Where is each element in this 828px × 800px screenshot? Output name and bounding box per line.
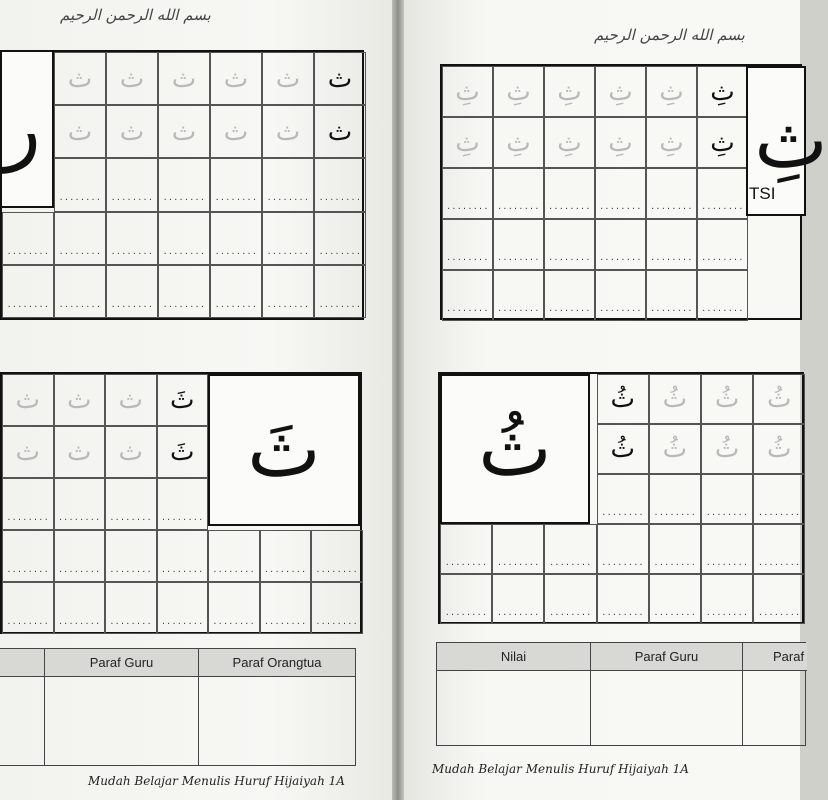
tracing-letter: ثَ bbox=[170, 385, 195, 415]
tracing-letter: ثُ bbox=[610, 434, 635, 464]
writing-cell[interactable] bbox=[157, 478, 209, 530]
writing-cell[interactable] bbox=[649, 474, 701, 524]
writing-cell[interactable] bbox=[697, 168, 748, 219]
tracing-letter-cell bbox=[54, 374, 106, 426]
writing-cell[interactable] bbox=[753, 524, 805, 574]
writing-guide-dots: ........ bbox=[266, 246, 310, 256]
tracing-letter-cell bbox=[210, 105, 262, 158]
table-header bbox=[0, 649, 45, 677]
writing-cell[interactable] bbox=[544, 168, 595, 219]
writing-guide-dots: ........ bbox=[548, 202, 591, 211]
writing-guide-dots: ........ bbox=[162, 246, 206, 256]
writing-guide-dots: ........ bbox=[549, 607, 592, 617]
tracing-letter: ثِ bbox=[455, 127, 480, 158]
writing-cell[interactable] bbox=[493, 270, 544, 321]
writing-guide-dots: ........ bbox=[601, 507, 644, 517]
tracing-letter-cell bbox=[649, 374, 701, 424]
writing-cell[interactable] bbox=[157, 582, 209, 634]
writing-guide-dots: ........ bbox=[109, 616, 153, 626]
writing-cell[interactable] bbox=[701, 524, 753, 574]
writing-cell[interactable] bbox=[701, 474, 753, 524]
writing-cell[interactable] bbox=[442, 219, 493, 270]
writing-guide-dots: ........ bbox=[318, 246, 362, 256]
tracing-letter: ث bbox=[171, 116, 197, 147]
tracing-letter: ثِ bbox=[659, 76, 684, 107]
table-header-nilai: Nilai bbox=[437, 643, 591, 671]
writing-cell[interactable] bbox=[649, 574, 701, 624]
writing-cell[interactable] bbox=[701, 574, 753, 624]
big-letter-box bbox=[440, 374, 590, 524]
tracing-letter: ثُ bbox=[610, 384, 635, 414]
writing-cell[interactable] bbox=[646, 219, 697, 270]
tracing-letter: ث bbox=[67, 385, 92, 415]
writing-guide-dots: ........ bbox=[214, 246, 258, 256]
writing-cell[interactable] bbox=[105, 530, 157, 582]
writing-guide-dots: ........ bbox=[497, 304, 540, 313]
tracing-letter: ث bbox=[275, 63, 301, 94]
writing-cell[interactable] bbox=[595, 270, 646, 321]
writing-guide-dots: ........ bbox=[653, 507, 697, 517]
tracing-letter-cell bbox=[158, 52, 210, 105]
writing-cell[interactable] bbox=[314, 265, 366, 318]
tracing-letter: ثِ bbox=[455, 76, 480, 107]
writing-guide-dots: ........ bbox=[6, 512, 50, 522]
tracing-letter-cell bbox=[595, 66, 646, 117]
writing-cell[interactable] bbox=[262, 158, 314, 211]
table-header-paraf: Paraf bbox=[743, 643, 807, 671]
big-letter: ر bbox=[3, 84, 41, 174]
writing-cell[interactable] bbox=[753, 574, 805, 624]
writing-guide-dots: ........ bbox=[705, 607, 749, 617]
writing-guide-dots: ........ bbox=[705, 507, 749, 517]
writing-guide-dots: ........ bbox=[212, 564, 256, 574]
writing-guide-dots: ........ bbox=[701, 304, 744, 313]
tracing-letter: ثُ bbox=[714, 434, 740, 464]
writing-guide-dots: ........ bbox=[315, 616, 359, 626]
writing-cell[interactable] bbox=[208, 582, 260, 634]
table-cell[interactable] bbox=[591, 671, 743, 745]
writing-cell[interactable] bbox=[440, 574, 492, 624]
bismillah-heading: بسم الله الرحمن الرحيم bbox=[60, 6, 211, 24]
tracing-letter-cell bbox=[314, 52, 366, 105]
writing-guide-dots: ........ bbox=[214, 299, 258, 309]
writing-cell[interactable] bbox=[595, 168, 646, 219]
tracing-letter-cell bbox=[2, 374, 54, 426]
writing-guide-dots: ........ bbox=[162, 193, 206, 203]
tracing-letter: ث bbox=[171, 63, 197, 94]
writing-guide-dots: ........ bbox=[263, 616, 307, 626]
bismillah-heading: بسم الله الرحمن الرحيم bbox=[594, 26, 745, 44]
writing-cell[interactable] bbox=[106, 158, 158, 211]
tracing-letter-cell bbox=[697, 66, 748, 117]
writing-guide-dots: ........ bbox=[653, 607, 697, 617]
tracing-letter: ثِ bbox=[557, 76, 582, 107]
tracing-letter-cell bbox=[2, 426, 54, 478]
tracing-letter: ثُ bbox=[767, 384, 792, 414]
writing-cell[interactable] bbox=[54, 265, 106, 318]
writing-guide-dots: ........ bbox=[263, 564, 307, 574]
writing-guide-dots: ........ bbox=[57, 564, 101, 574]
writing-cell[interactable] bbox=[2, 265, 54, 318]
writing-guide-dots: ........ bbox=[160, 512, 204, 522]
writing-guide-dots: ........ bbox=[548, 304, 591, 313]
tracing-letter: ثِ bbox=[608, 76, 633, 107]
writing-guide-dots: ........ bbox=[110, 193, 154, 203]
writing-guide-dots: ........ bbox=[110, 299, 154, 309]
table-cell[interactable] bbox=[437, 671, 591, 745]
writing-guide-dots: ........ bbox=[705, 557, 749, 567]
tracing-letter: ثِ bbox=[710, 127, 735, 158]
writing-guide-dots: ........ bbox=[110, 246, 154, 256]
tracing-letter-cell bbox=[753, 424, 805, 474]
writing-cell[interactable] bbox=[105, 478, 157, 530]
tracing-letter-cell bbox=[595, 117, 646, 168]
writing-guide-dots: ........ bbox=[318, 299, 362, 309]
tracing-letter-cell bbox=[158, 105, 210, 158]
writing-guide-dots: ........ bbox=[701, 253, 744, 262]
tracing-letter-cell bbox=[697, 117, 748, 168]
writing-cell[interactable] bbox=[697, 270, 748, 321]
tracing-letter-cell bbox=[597, 374, 649, 424]
big-letter: ثُ bbox=[478, 404, 552, 494]
writing-cell[interactable] bbox=[753, 474, 805, 524]
tracing-letter-cell bbox=[314, 105, 366, 158]
tracing-letter: ث bbox=[223, 63, 249, 94]
writing-cell[interactable] bbox=[210, 265, 262, 318]
tracing-letter-cell bbox=[157, 426, 209, 478]
writing-cell[interactable] bbox=[260, 582, 312, 634]
writing-guide-dots: ........ bbox=[214, 193, 258, 203]
transliteration-label: TSI bbox=[749, 184, 776, 203]
writing-cell[interactable] bbox=[158, 265, 210, 318]
writing-cell[interactable] bbox=[544, 219, 595, 270]
tracing-letter-cell bbox=[442, 66, 493, 117]
writing-cell[interactable] bbox=[311, 582, 363, 634]
tracing-letter: ثُ bbox=[767, 434, 792, 464]
tracing-letter: ث bbox=[327, 116, 353, 147]
writing-guide-dots: ........ bbox=[318, 193, 362, 203]
right-page bbox=[404, 0, 828, 800]
assessment-table bbox=[0, 648, 356, 766]
writing-cell[interactable] bbox=[492, 574, 544, 624]
writing-cell[interactable] bbox=[646, 168, 697, 219]
tracing-letter-cell bbox=[262, 52, 314, 105]
tracing-letter: ثِ bbox=[608, 127, 633, 158]
writing-cell[interactable] bbox=[260, 530, 312, 582]
writing-guide-dots: ........ bbox=[758, 507, 801, 517]
writing-cell[interactable] bbox=[54, 212, 106, 265]
writing-cell[interactable] bbox=[208, 530, 260, 582]
tracing-letter: ثِ bbox=[710, 76, 735, 107]
writing-guide-dots: ........ bbox=[58, 246, 102, 256]
tracing-letter-cell bbox=[157, 374, 209, 426]
tracing-letter-cell bbox=[701, 424, 753, 474]
writing-cell[interactable] bbox=[105, 582, 157, 634]
writing-guide-dots: ........ bbox=[162, 299, 206, 309]
tracing-letter-cell bbox=[106, 105, 158, 158]
tracing-letter-cell bbox=[493, 66, 544, 117]
book-gutter bbox=[392, 0, 404, 800]
writing-cell[interactable] bbox=[54, 478, 106, 530]
writing-cell[interactable] bbox=[544, 524, 596, 574]
writing-cell[interactable] bbox=[54, 582, 106, 634]
writing-cell[interactable] bbox=[2, 212, 54, 265]
writing-cell[interactable] bbox=[493, 168, 544, 219]
writing-cell[interactable] bbox=[2, 582, 54, 634]
big-letter-box bbox=[208, 374, 360, 526]
writing-guide-dots: ........ bbox=[6, 246, 50, 256]
tracing-letter-cell bbox=[597, 424, 649, 474]
writing-cell[interactable] bbox=[210, 212, 262, 265]
tracing-letter: ثُ bbox=[662, 384, 688, 414]
writing-cell[interactable] bbox=[54, 530, 106, 582]
writing-cell[interactable] bbox=[646, 270, 697, 321]
tracing-letter: ث bbox=[119, 63, 145, 94]
writing-guide-dots: ........ bbox=[109, 512, 153, 522]
writing-cell[interactable] bbox=[262, 265, 314, 318]
writing-guide-dots: ........ bbox=[444, 557, 488, 567]
writing-cell[interactable] bbox=[492, 524, 544, 574]
writing-guide-dots: ........ bbox=[650, 253, 693, 262]
writing-cell[interactable] bbox=[2, 530, 54, 582]
writing-cell[interactable] bbox=[262, 212, 314, 265]
writing-cell[interactable] bbox=[158, 158, 210, 211]
writing-guide-dots: ........ bbox=[653, 557, 697, 567]
writing-guide-dots: ........ bbox=[444, 607, 488, 617]
tracing-letter: ث bbox=[67, 437, 92, 467]
writing-guide-dots: ........ bbox=[58, 193, 102, 203]
big-letter: ثِ bbox=[754, 96, 828, 186]
tracing-letter-cell bbox=[646, 66, 697, 117]
writing-cell[interactable] bbox=[597, 474, 649, 524]
writing-cell[interactable] bbox=[697, 219, 748, 270]
practice-grid-top bbox=[0, 50, 364, 320]
tracing-letter: ث bbox=[15, 385, 40, 415]
writing-guide-dots: ........ bbox=[599, 202, 642, 211]
tracing-letter-cell bbox=[646, 117, 697, 168]
tracing-letter: ثُ bbox=[714, 384, 740, 414]
writing-guide-dots: ........ bbox=[601, 557, 644, 567]
tracing-letter: ث bbox=[327, 63, 353, 94]
writing-cell[interactable] bbox=[158, 212, 210, 265]
writing-guide-dots: ........ bbox=[497, 253, 540, 262]
tracing-letter: ثِ bbox=[506, 76, 531, 107]
writing-cell[interactable] bbox=[106, 265, 158, 318]
writing-guide-dots: ........ bbox=[160, 564, 204, 574]
writing-guide-dots: ........ bbox=[57, 616, 101, 626]
writing-guide-dots: ........ bbox=[758, 607, 801, 617]
tracing-letter: ث bbox=[223, 116, 249, 147]
writing-cell[interactable] bbox=[210, 158, 262, 211]
writing-guide-dots: ........ bbox=[446, 304, 489, 313]
tracing-letter-cell bbox=[210, 52, 262, 105]
tracing-letter-cell bbox=[105, 374, 157, 426]
tracing-letter: ث bbox=[119, 116, 145, 147]
writing-cell[interactable] bbox=[314, 158, 366, 211]
tracing-letter: ثَ bbox=[170, 437, 195, 467]
table-cell[interactable] bbox=[0, 677, 45, 765]
writing-guide-dots: ........ bbox=[6, 564, 50, 574]
writing-guide-dots: ........ bbox=[599, 253, 642, 262]
writing-guide-dots: ........ bbox=[160, 616, 204, 626]
tracing-letter-cell bbox=[753, 374, 805, 424]
writing-guide-dots: ........ bbox=[58, 299, 102, 309]
writing-guide-dots: ........ bbox=[212, 616, 256, 626]
table-header-paraf-guru: Paraf Guru bbox=[45, 649, 199, 677]
writing-guide-dots: ........ bbox=[650, 202, 693, 211]
writing-cell[interactable] bbox=[544, 270, 595, 321]
writing-guide-dots: ........ bbox=[57, 512, 101, 522]
footer-title: Mudah Belajar Menulis Huruf Hijaiyah 1A bbox=[432, 762, 689, 776]
writing-guide-dots: ........ bbox=[497, 557, 540, 567]
tracing-letter: ث bbox=[67, 63, 93, 94]
writing-cell[interactable] bbox=[311, 530, 363, 582]
writing-guide-dots: ........ bbox=[701, 202, 744, 211]
writing-cell[interactable] bbox=[440, 524, 492, 574]
writing-guide-dots: ........ bbox=[446, 202, 489, 211]
writing-guide-dots: ........ bbox=[6, 299, 50, 309]
assessment-table bbox=[436, 642, 806, 746]
writing-guide-dots: ........ bbox=[548, 253, 591, 262]
writing-guide-dots: ........ bbox=[650, 304, 693, 313]
writing-guide-dots: ........ bbox=[446, 253, 489, 262]
writing-guide-dots: ........ bbox=[758, 557, 801, 567]
writing-guide-dots: ........ bbox=[266, 299, 310, 309]
writing-cell[interactable] bbox=[106, 212, 158, 265]
left-page bbox=[0, 0, 392, 800]
writing-cell[interactable] bbox=[442, 270, 493, 321]
tracing-letter: ثِ bbox=[659, 127, 684, 158]
writing-guide-dots: ........ bbox=[315, 564, 359, 574]
tracing-letter-cell bbox=[493, 117, 544, 168]
tracing-letter-cell bbox=[106, 52, 158, 105]
writing-cell[interactable] bbox=[54, 158, 106, 211]
writing-cell[interactable] bbox=[2, 478, 54, 530]
writing-guide-dots: ........ bbox=[549, 557, 592, 567]
tracing-letter-cell bbox=[54, 426, 106, 478]
writing-cell[interactable] bbox=[595, 219, 646, 270]
table-cell[interactable] bbox=[45, 677, 199, 765]
tracing-letter-cell bbox=[649, 424, 701, 474]
writing-guide-dots: ........ bbox=[599, 304, 642, 313]
writing-cell[interactable] bbox=[544, 574, 596, 624]
footer-title: Mudah Belajar Menulis Huruf Hijaiyah 1A bbox=[88, 774, 345, 788]
tracing-letter-cell bbox=[54, 52, 106, 105]
tracing-letter-cell bbox=[544, 117, 595, 168]
tracing-letter-cell bbox=[54, 105, 106, 158]
tracing-letter: ثُ bbox=[662, 434, 688, 464]
writing-guide-dots: ........ bbox=[497, 607, 540, 617]
writing-guide-dots: ........ bbox=[266, 193, 310, 203]
tracing-letter-cell bbox=[701, 374, 753, 424]
writing-guide-dots: ........ bbox=[6, 616, 50, 626]
writing-cell[interactable] bbox=[597, 574, 649, 624]
writing-guide-dots: ........ bbox=[109, 564, 153, 574]
tracing-letter-cell bbox=[262, 105, 314, 158]
tracing-letter: ثِ bbox=[506, 127, 531, 158]
big-letter: ثَ bbox=[247, 405, 321, 495]
tracing-letter: ث bbox=[118, 385, 143, 415]
tracing-letter: ثِ bbox=[557, 127, 582, 158]
tracing-letter-cell bbox=[442, 117, 493, 168]
tracing-letter: ث bbox=[275, 116, 301, 147]
table-header-paraf-orangtua: Paraf Orangtua bbox=[199, 649, 355, 677]
writing-cell[interactable] bbox=[157, 530, 209, 582]
writing-cell[interactable] bbox=[442, 168, 493, 219]
tracing-letter-cell bbox=[544, 66, 595, 117]
tracing-letter: ث bbox=[67, 116, 93, 147]
writing-cell[interactable] bbox=[314, 212, 366, 265]
writing-guide-dots: ........ bbox=[497, 202, 540, 211]
tracing-letter: ث bbox=[118, 437, 143, 467]
table-header-paraf-guru: Paraf Guru bbox=[591, 643, 743, 671]
tracing-letter-cell bbox=[105, 426, 157, 478]
writing-cell[interactable] bbox=[649, 524, 701, 574]
tracing-letter: ث bbox=[15, 437, 40, 467]
writing-cell[interactable] bbox=[493, 219, 544, 270]
writing-cell[interactable] bbox=[597, 524, 649, 574]
writing-guide-dots: ........ bbox=[601, 607, 644, 617]
